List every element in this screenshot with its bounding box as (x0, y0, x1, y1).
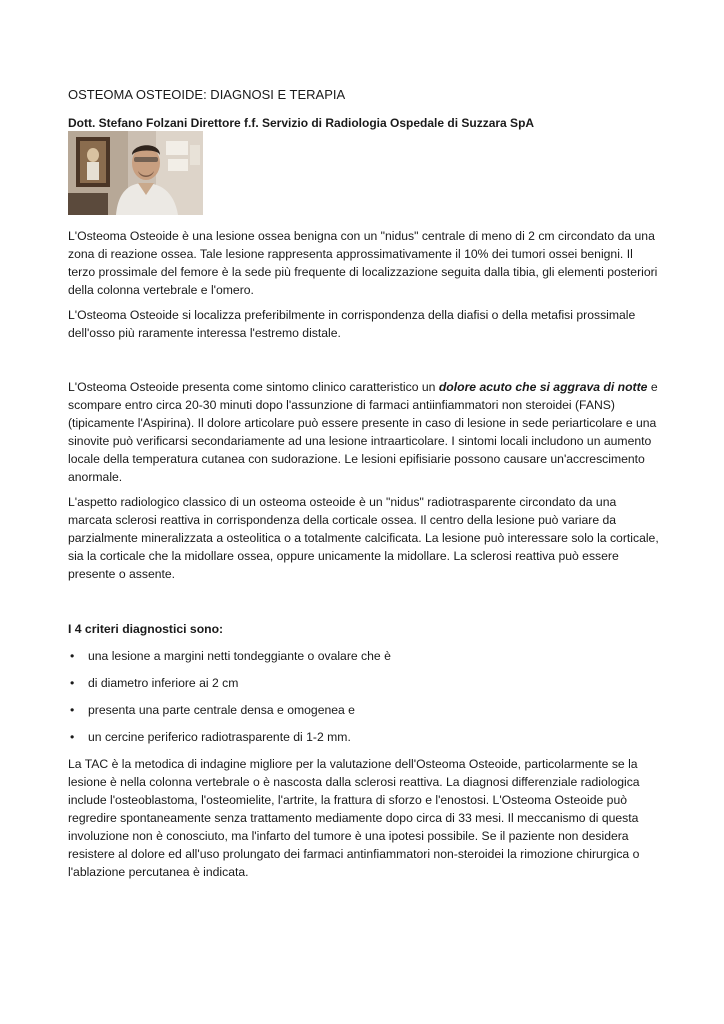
paragraph-symptoms (68, 378, 660, 486)
bullet-icon: • (70, 703, 75, 717)
paragraph-text (68, 378, 660, 486)
criteria-item-text: un cercine periferico radiotrasparente di 1-2 mm. (88, 730, 351, 744)
criteria-item-text: di diametro inferiore ai 2 cm (88, 676, 239, 690)
criteria-item-text: una lesione a margini netti tondeggiante o ovalare che è (88, 649, 391, 663)
paragraph-text: L'aspetto radiologico classico di un osteoma osteoide è un "nidus" radiotrasparente circondato da una marcata sclerosi reattiva in corrispondenza della corticale ossea. Il centro della lesione può variare da parzialmente mineralizzata a osteolitica o a totalmente calcificata. La lesione può interessare solo la corticale, sia la corticale che la midollare ossea, oppure unicamente la midollare. La sclerosi reattiva può essere presente o assente. (68, 495, 659, 581)
criteria-list-item (68, 647, 660, 665)
paragraph-text-part: L'Osteoma Osteoide presenta come sintomo clinico caratteristico un (68, 380, 439, 394)
paragraph-radiology (68, 493, 660, 583)
bullet-icon: • (70, 649, 75, 663)
paragraph-text: L'Osteoma Osteoide si localizza preferibilmente in corrispondenza della diafisi o della metafisi prossimale dell'osso più raramente interessa l'estremo distale. (68, 308, 636, 340)
paragraph-text-part: e scompare entro circa 20-30 minuti dopo l'assunzione di farmaci antiinfiammatori non steroidei (FANS) (tipicamente l'Aspirina). Il dolore articolare può essere presente in caso di lesione in sede periarticolare e una sinovite può verificarsi secondariamente ad una lesione intraarticolare. I sintomi locali includono un aumento locale della temperatura cutanea con sudorazione. Le lesioni epifisiarie possono causare un'accrescimento anormale. (68, 380, 658, 484)
criteria-list-item (68, 701, 660, 719)
paragraph-localization (68, 306, 660, 342)
criteria-list-item (68, 728, 660, 746)
criteria-item-text: presenta una parte centrale densa e omogenea e (88, 703, 355, 717)
author-photo (68, 131, 203, 215)
paragraph-text: L'Osteoma Osteoide è una lesione ossea benigna con un "nidus" centrale di meno di 2 cm circondato da una zona di reazione ossea. Tale lesione rappresenta approssimativamente il 10% dei tumori ossei benigni. Il terzo prossimale del femore è la sede più frequente di localizzazione seguita dalla tibia, gli elementi posteriori della colonna vertebrale e l'omero. (68, 229, 658, 297)
emphasis-text: dolore acuto che si aggrava di notte (438, 380, 648, 394)
paragraph-text: La TAC è la metodica di indagine migliore per la valutazione dell'Osteoma Osteoide, particolarmente se la lesione è nella colonna vertebrale o è nascosta dalla sclerosi reattiva. La diagnosi differenziale radiologica include l'osteoblastoma, l'osteomielite, l'artrite, la frattura di sforzo e l'enostosi. L'Osteoma Osteoide può regredire spontaneamente senza trattamento mediamente dopo circa di 33 mesi. Il meccanismo di questa involuzione non è conosciuto, ma l'infarto del tumore è una ipotesi possibile. Se il paziente non desidera resistere al dolore ed all'uso prolungato dei farmaci antinfiammatori non-steroidei la rimozione chirurgica o l'ablazione percutanea è indicata. (68, 757, 640, 879)
document-title: OSTEOMA OSTEOIDE: DIAGNOSI E TERAPIA (68, 87, 346, 102)
paragraph-intro (68, 227, 660, 299)
criteria-list-item (68, 674, 660, 692)
bullet-icon: • (70, 730, 75, 744)
author-photo-image (68, 131, 203, 215)
bullet-icon: • (70, 676, 75, 690)
criteria-heading: I 4 criteri diagnostici sono: (68, 622, 224, 636)
author-line: Dott. Stefano Folzani Direttore f.f. Servizio di Radiologia Ospedale di Suzzara SpA (68, 116, 535, 130)
paragraph-diagnosis (68, 755, 660, 881)
